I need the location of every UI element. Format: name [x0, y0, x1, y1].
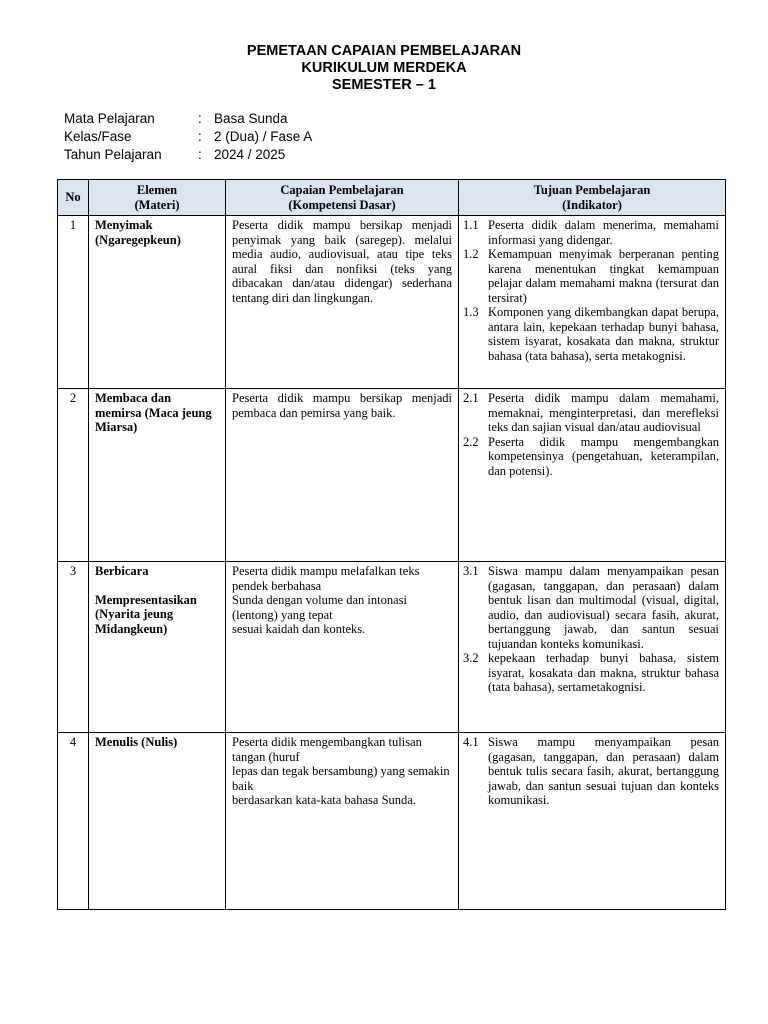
header-capaian-line1: Capaian Pembelajaran: [280, 183, 404, 197]
meta-label: Tahun Pelajaran: [64, 147, 162, 162]
indicator-item: [465, 247, 719, 305]
indicator-number: 1.1: [463, 218, 479, 232]
row-elemen-primary: Berbicara: [95, 564, 149, 578]
row-capaian: [226, 733, 459, 910]
meta-value: 2024 / 2025: [214, 147, 286, 162]
row-number: 2: [58, 389, 89, 562]
row-elemen: Membaca dan memirsa (Maca jeung Miarsa): [89, 389, 226, 562]
meta-colon: :: [198, 147, 202, 162]
meta-value: 2 (Dua) / Fase A: [214, 129, 313, 144]
indicator-text: kepekaan terhadap bunyi bahasa, sistem isyarat, kosakata dan makna, struktur bahasa (tata bahasa), sertametakognisi.: [488, 651, 719, 694]
indicator-item: [465, 564, 719, 651]
indicator-item: [465, 305, 719, 363]
indicator-list: [465, 391, 719, 478]
row-capaian-line: Peserta didik mengembangkan tulisan tangan (huruf: [232, 735, 422, 764]
learning-outcomes-table: [57, 179, 726, 910]
indicator-text: Peserta didik mampu mengembangkan kompetensinya (pengetahuan, keterampilan, dan potensi).: [488, 434, 719, 478]
indicator-number: 4.1: [463, 735, 479, 749]
row-capaian-line: Peserta didik mampu melafalkan teks pendek berbahasa: [232, 564, 420, 593]
indicator-list: [465, 735, 719, 808]
document-title-line-2: KURIKULUM MERDEKA: [301, 60, 467, 76]
indicator-item: [465, 651, 719, 695]
row-elemen-spacer: [95, 579, 219, 593]
row-number: 1: [58, 216, 89, 389]
indicator-text: Kemampuan menyimak berperanan penting karena menentukan tingkat kemampuan pelajar dalam memahami makna (tersurat dan tersirat): [488, 247, 719, 305]
row-capaian-line: lepas dan tegak bersambung) yang semakin baik: [232, 764, 450, 793]
indicator-number: 2.2: [463, 434, 479, 449]
row-capaian-line: berdasarkan kata-kata bahasa Sunda.: [232, 793, 416, 807]
row-tujuan: [459, 733, 726, 910]
indicator-item: [465, 218, 719, 247]
indicator-number: 3.1: [463, 564, 479, 578]
header-capaian: [226, 180, 459, 216]
meta-label: Mata Pelajaran: [64, 111, 155, 126]
row-tujuan: [459, 216, 726, 389]
indicator-item: [465, 735, 719, 808]
row-elemen: Menulis (Nulis): [89, 733, 226, 910]
meta-label: Kelas/Fase: [64, 129, 132, 144]
row-capaian-line: Sunda dengan volume dan intonasi (lentong) yang tepat: [232, 593, 407, 622]
header-capaian-line2: (Kompetensi Dasar): [288, 197, 396, 212]
row-elemen-secondary: Mempresentasikan (Nyarita jeung Midangkeun): [95, 592, 197, 636]
indicator-text: Peserta didik dalam menerima, memahami informasi yang didengar.: [488, 218, 719, 247]
header-elemen: [89, 180, 226, 216]
row-capaian-line: sesuai kaidah dan konteks.: [232, 622, 366, 636]
header-tujuan-line1: Tujuan Pembelajaran: [533, 183, 651, 197]
indicator-number: 2.1: [463, 391, 479, 405]
indicator-list: [465, 218, 719, 363]
table-header-row: [58, 180, 726, 216]
row-elemen: Menyimak (Ngaregepkeun): [89, 216, 226, 389]
indicator-number: 3.2: [463, 651, 479, 665]
document-title-line-1: PEMETAAN CAPAIAN PEMBELAJARAN: [246, 43, 522, 59]
row-tujuan: [459, 562, 726, 733]
table-row: [58, 733, 726, 910]
row-capaian: Peserta didik mampu bersikap menjadi pembaca dan pemirsa yang baik.: [226, 389, 459, 562]
meta-value: Basa Sunda: [214, 111, 288, 126]
row-tujuan: [459, 389, 726, 562]
indicator-text: Siswa mampu dalam menyampaikan pesan (gagasan, tanggapan, dan perasaan) dalam bentuk lisan dan multimodal (visual, digital, audio, dan audiovisual) secara fasih, akurat, bertanggung jawab, dan santun sesuai tujuandan konteks komunikasi.: [488, 564, 719, 651]
indicator-list: [465, 564, 719, 695]
indicator-item: [465, 435, 719, 479]
table-row: [58, 562, 726, 733]
indicator-text: Peserta didik mampu dalam memahami, memaknai, menginterpretasi, dan merefleksi teks dan sajian visual dan/atau audiovisual: [488, 391, 719, 434]
meta-colon: :: [198, 129, 202, 144]
header-tujuan-line2: (Indikator): [562, 197, 622, 212]
header-elemen-line1: Elemen: [136, 183, 178, 197]
header-tujuan: [459, 180, 726, 216]
indicator-number: 1.3: [463, 305, 479, 319]
document-title-line-3: SEMESTER – 1: [332, 77, 436, 93]
indicator-text: Komponen yang dikembangkan dapat berupa, antara lain, kepekaan terhadap bunyi bahasa, sistem isyarat, kosakata dan makna, struktur bahasa (tata bahasa), serta metakognisi.: [488, 305, 719, 363]
table-row: [58, 389, 726, 562]
row-elemen: [89, 562, 226, 733]
indicator-number: 1.2: [463, 247, 479, 261]
row-capaian: [226, 562, 459, 733]
row-capaian: Peserta didik mampu bersikap menjadi penyimak yang baik (saregep). melalui media audio, audiovisual, atau tipe teks aural fiksi dan nonfiksi (teks yang dibacakan dan/atau didengar) sederhana tentang diri dan lingkungan.: [226, 216, 459, 389]
header-no: No: [58, 180, 89, 216]
indicator-text: Siswa mampu menyampaikan pesan (gagasan, tanggapan, dan perasaan) dalam bentuk tulis secara fasih, akurat, bertanggung jawab, dan santun sesuai tujuan dan konteks komunikasi.: [488, 735, 719, 807]
header-elemen-line2: (Materi): [134, 197, 180, 212]
row-number: 4: [58, 733, 89, 910]
meta-colon: :: [198, 111, 202, 126]
row-number: 3: [58, 562, 89, 733]
indicator-item: [465, 391, 719, 435]
table-row: [58, 216, 726, 389]
